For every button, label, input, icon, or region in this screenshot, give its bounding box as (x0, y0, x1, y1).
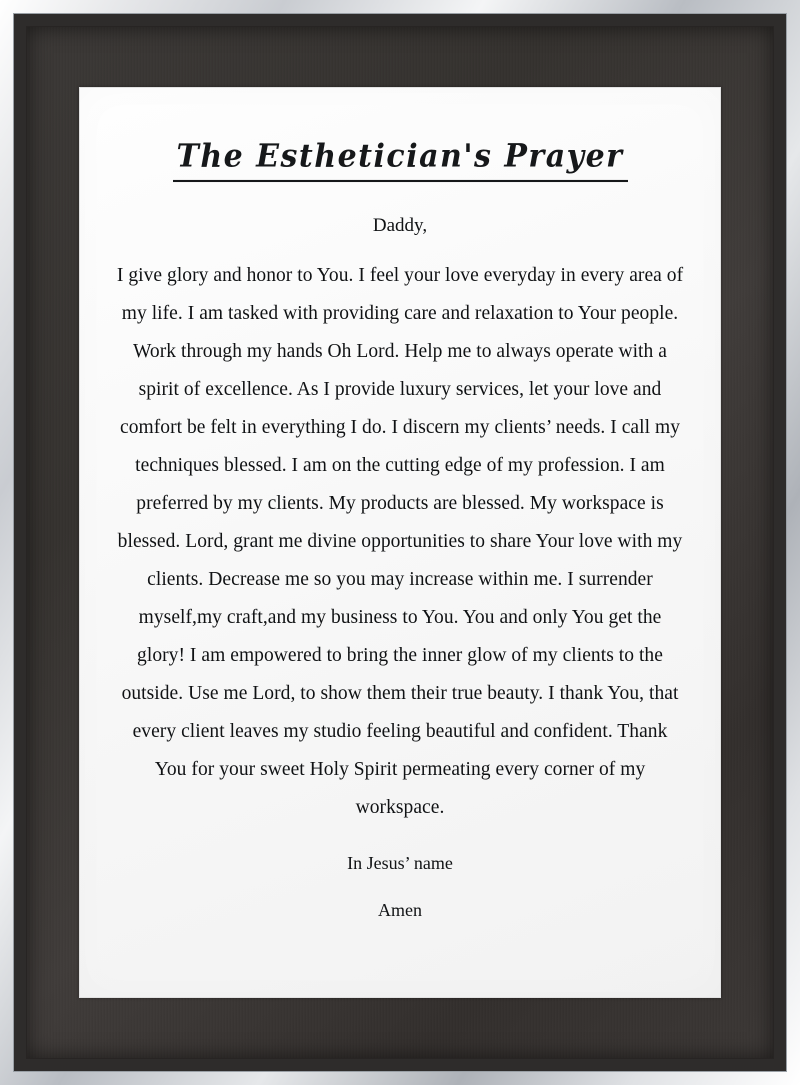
page-title: The Esthetician's Prayer (173, 139, 628, 182)
frame-inner-mat (26, 26, 774, 1059)
prayer-closing: In Jesus’ name (347, 853, 453, 874)
prayer-amen: Amen (378, 900, 422, 921)
prayer-print-paper (79, 87, 721, 998)
frame-bevel (13, 13, 787, 1072)
prayer-salutation: Daddy, (372, 214, 428, 236)
prayer-title-wrapper (114, 137, 686, 187)
prayer-body-text: I give glory and honor to You. I feel your love everyday in every area of my life. I am tasked with providing care and relaxation to Your people. Work through my hands Oh Lord. Help me to always operate with a spirit of excellence. As I provide luxury services, let your love and comfort be felt in everything I do. I discern my clients’ needs. I call my techniques blessed. I am on the cutting edge of my profession. I am preferred by my clients. My products are blessed. My workspace is blessed. Lord, grant me divine opportunities to share Your love with my clients. Decrease me so you may increase within me. I surrender myself,my craft,and my business to You. You and only You get the glory! I am empowered to bring the inner glow of my clients to the outside. Use me Lord, to show them their true beauty. I thank You, that every client leaves my studio feeling beautiful and confident. Thank You for your sweet Holy Spirit permeating every corner of my workspace. (116, 265, 684, 819)
